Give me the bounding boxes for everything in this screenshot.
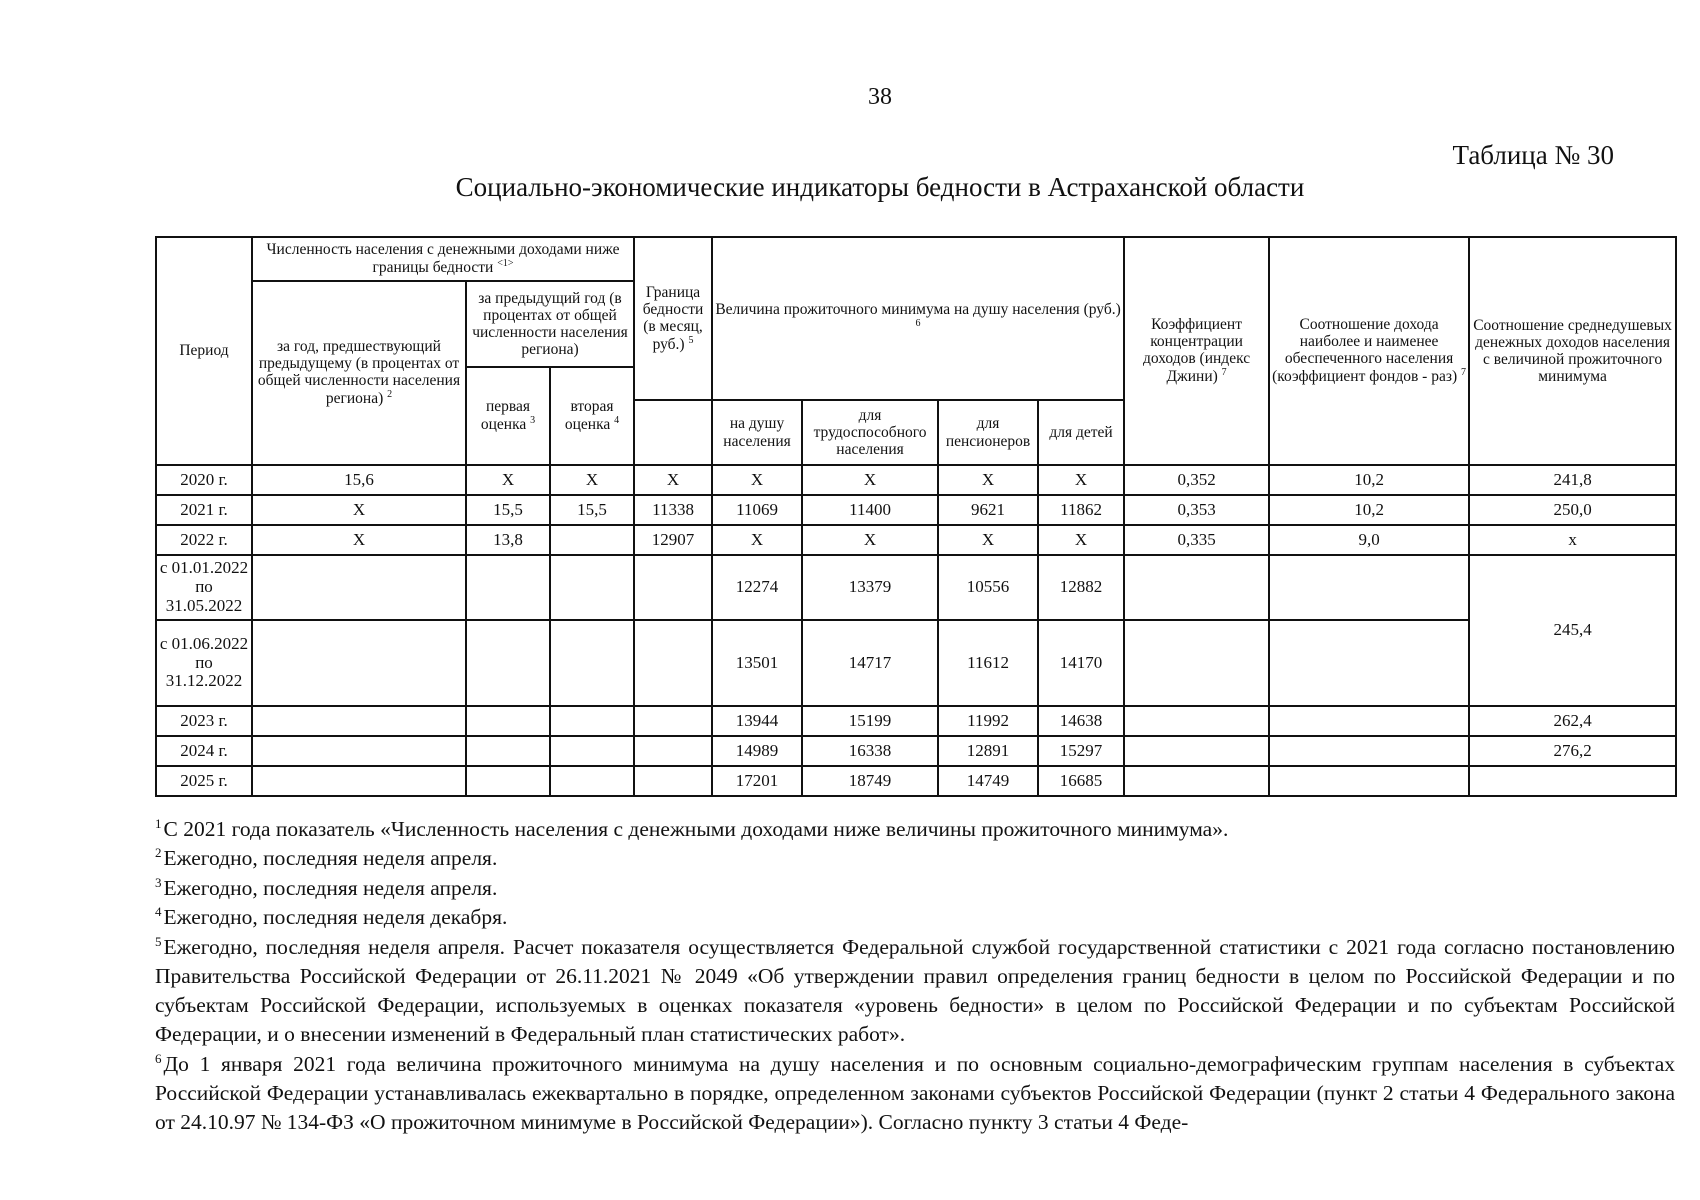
cell-gini: [1124, 620, 1269, 706]
page-number: 38: [868, 84, 892, 110]
cell-line: [634, 620, 712, 706]
cell-children: 16685: [1038, 766, 1124, 796]
cell-first: [466, 736, 550, 766]
cell-period: с 01.06.2022 по 31.12.2022: [156, 620, 252, 706]
header-children: для детей: [1038, 400, 1124, 465]
footnote: $^3$Ежегодно, последняя неделя апреля.: [155, 874, 498, 900]
cell-working: 11400: [802, 495, 938, 525]
cell-funds: 9,0: [1269, 525, 1469, 555]
cell-per-capita: 17201: [712, 766, 802, 796]
header-poverty-line-bottom: [634, 400, 712, 465]
cell-second: [550, 706, 634, 736]
cell-first: [466, 706, 550, 736]
cell-second: 15,5: [550, 495, 634, 525]
cell-per-capita: 13501: [712, 620, 802, 706]
cell-gini: [1124, 736, 1269, 766]
cell-prev: X: [252, 525, 466, 555]
cell-pension: 10556: [938, 555, 1038, 620]
table-row: [156, 620, 1676, 706]
cell-gini: [1124, 706, 1269, 736]
cell-working: 16338: [802, 736, 938, 766]
cell-per-capita: 11069: [712, 495, 802, 525]
cell-per-capita: 12274: [712, 555, 802, 620]
cell-line: 11338: [634, 495, 712, 525]
cell-pension: 11612: [938, 620, 1038, 706]
cell-children: 15297: [1038, 736, 1124, 766]
poverty-indicators-table: [155, 236, 1677, 797]
cell-period: с 01.01.2022 по 31.05.2022: [156, 555, 252, 620]
footnote: $^5$Ежегодно, последняя неделя апреля. Расчет показателя осуществляется Федеральной службой государственной статистики с 2021 года согласно постановлению Правительства Российской Федерации от 26.11.2021 № 2049 «Об утверждении правил определения границ бедности в целом по Российской Федерации и по субъектам Российской Федерации, используемых в оценках показателя «уровень бедности» в целом по Российской Федерации и по субъектам Российской Федерации, и о внесении изменений в Федеральный план статистических работ».: [155, 933, 1675, 1047]
cell-working: 18749: [802, 766, 938, 796]
cell-first: X: [466, 465, 550, 495]
cell-ratio: [1469, 766, 1676, 796]
header-period: Период: [156, 237, 252, 465]
cell-per-capita: 13944: [712, 706, 802, 736]
footnote: $^4$Ежегодно, последняя неделя декабря.: [155, 904, 508, 930]
cell-period: 2024 г.: [156, 736, 252, 766]
header-second-estimate: вторая оценка $^4$: [550, 367, 634, 465]
cell-line: 12907: [634, 525, 712, 555]
cell-second: [550, 736, 634, 766]
cell-second: [550, 525, 634, 555]
cell-prev: [252, 555, 466, 620]
cell-period: 2021 г.: [156, 495, 252, 525]
footnote: $^2$Ежегодно, последняя неделя апреля.: [155, 845, 498, 871]
table-row: [156, 736, 1676, 766]
cell-second: [550, 766, 634, 796]
header-pensioners: для пенсионеров: [938, 400, 1038, 465]
cell-children: 14170: [1038, 620, 1124, 706]
cell-first: 13,8: [466, 525, 550, 555]
cell-per-capita: X: [712, 465, 802, 495]
cell-first: [466, 620, 550, 706]
cell-second: X: [550, 465, 634, 495]
cell-line: [634, 706, 712, 736]
header-prev-year: за год, предшествующий предыдущему (в процентах от общей численности населения региона) $^2$: [252, 281, 466, 465]
cell-per-capita: 14989: [712, 736, 802, 766]
cell-working: X: [802, 465, 938, 495]
cell-gini: [1124, 766, 1269, 796]
header-subsistence-group: Величина прожиточного минимума на душу населения (руб.) $^6$: [712, 237, 1124, 400]
table-row: [156, 495, 1676, 525]
cell-period: 2025 г.: [156, 766, 252, 796]
cell-line: [634, 555, 712, 620]
header-first-estimate: первая оценка $^3$: [466, 367, 550, 465]
cell-period: 2023 г.: [156, 706, 252, 736]
cell-working: 13379: [802, 555, 938, 620]
cell-children: X: [1038, 525, 1124, 555]
cell-second: [550, 555, 634, 620]
cell-funds: [1269, 766, 1469, 796]
header-funds-ratio: Соотношение дохода наиболее и наименее обеспеченного населения (коэффициент фондов - раз) $^7$: [1269, 237, 1469, 465]
table-row: [156, 706, 1676, 736]
cell-line: [634, 766, 712, 796]
cell-ratio: 262,4: [1469, 706, 1676, 736]
header-income-ratio: Соотношение среднедушевых денежных доходов населения с величиной прожиточного минимума: [1469, 237, 1676, 465]
cell-children: 12882: [1038, 555, 1124, 620]
cell-pension: 12891: [938, 736, 1038, 766]
table-number: Таблица № 30: [1452, 140, 1614, 170]
header-poverty-line: Граница бедности (в месяц, руб.) $^5$: [634, 237, 712, 400]
header-last-year: за предыдущий год (в процентах от общей численности населения региона): [466, 281, 634, 367]
cell-prev: 15,6: [252, 465, 466, 495]
cell-funds: [1269, 736, 1469, 766]
table-title: Социально-экономические индикаторы бедности в Астраханской области: [455, 172, 1305, 202]
table-row: [156, 465, 1676, 495]
header-per-capita: на душу населения: [712, 400, 802, 465]
cell-pension: X: [938, 465, 1038, 495]
cell-first: 15,5: [466, 495, 550, 525]
cell-prev: [252, 706, 466, 736]
cell-ratio-2022: 245,4: [1469, 555, 1676, 706]
table-row: [156, 525, 1676, 555]
cell-gini: 0,335: [1124, 525, 1269, 555]
cell-working: X: [802, 525, 938, 555]
cell-per-capita: X: [712, 525, 802, 555]
table-row: [156, 766, 1676, 796]
cell-prev: X: [252, 495, 466, 525]
cell-funds: [1269, 555, 1469, 620]
cell-pension: 11992: [938, 706, 1038, 736]
cell-period: 2022 г.: [156, 525, 252, 555]
cell-period: 2020 г.: [156, 465, 252, 495]
header-gini: Коэффициент концентрации доходов (индекс Джини) $^7$: [1124, 237, 1269, 465]
cell-funds: [1269, 706, 1469, 736]
cell-ratio: 276,2: [1469, 736, 1676, 766]
cell-first: [466, 766, 550, 796]
footnote: $^6$До 1 января 2021 года величина прожиточного минимума на душу населения и по основным социально-демографическим группам населения в субъектах Российской Федерации устанавливалась ежеквартально в порядке, определенном законами субъектов Российской Федерации (пункт 2 статьи 4 Федерального закона от 24.10.97 № 134-ФЗ «О прожиточном минимуме в Российской Федерации»). Согласно пункту 3 статьи 4 Феде-: [155, 1050, 1675, 1135]
cell-line: [634, 736, 712, 766]
cell-children: X: [1038, 465, 1124, 495]
cell-prev: [252, 620, 466, 706]
table-row: [156, 555, 1676, 620]
cell-prev: [252, 766, 466, 796]
cell-ratio: 241,8: [1469, 465, 1676, 495]
cell-gini: [1124, 555, 1269, 620]
cell-first: [466, 555, 550, 620]
cell-ratio: 250,0: [1469, 495, 1676, 525]
cell-working: 15199: [802, 706, 938, 736]
cell-second: [550, 620, 634, 706]
cell-pension: 9621: [938, 495, 1038, 525]
cell-gini: 0,352: [1124, 465, 1269, 495]
cell-working: 14717: [802, 620, 938, 706]
cell-pension: 14749: [938, 766, 1038, 796]
cell-pension: X: [938, 525, 1038, 555]
cell-funds: [1269, 620, 1469, 706]
cell-line: X: [634, 465, 712, 495]
cell-prev: [252, 736, 466, 766]
cell-ratio: x: [1469, 525, 1676, 555]
header-population-group: Численность населения с денежными доходами ниже границы бедности $^{<1>}$: [252, 237, 634, 281]
cell-funds: 10,2: [1269, 495, 1469, 525]
footnotes: [155, 815, 1675, 1138]
header-working-age: для трудоспособного населения: [802, 400, 938, 465]
cell-gini: 0,353: [1124, 495, 1269, 525]
cell-children: 11862: [1038, 495, 1124, 525]
footnote: $^1$С 2021 года показатель «Численность населения с денежными доходами ниже величины прожиточного минимума».: [155, 816, 1229, 842]
cell-funds: 10,2: [1269, 465, 1469, 495]
cell-children: 14638: [1038, 706, 1124, 736]
